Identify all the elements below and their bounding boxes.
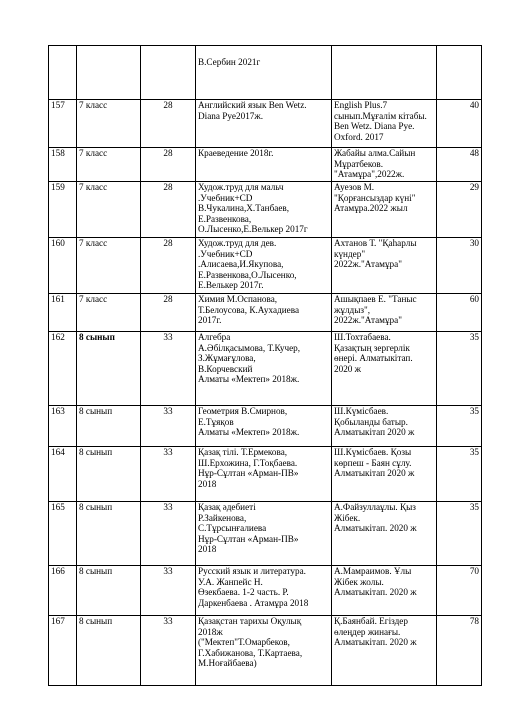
textbook-cell: Геометрия В.Смирнов, Е.Тұяқов Алматы «Мектеп» 2018ж. bbox=[196, 406, 332, 447]
table-row bbox=[49, 182, 482, 238]
table-row bbox=[49, 294, 482, 332]
row-number: 167 bbox=[49, 616, 77, 686]
grade-cell: 7 класс bbox=[77, 100, 141, 148]
grade-cell bbox=[77, 46, 141, 100]
table-row bbox=[49, 148, 482, 182]
reader-cell: Ашықпаев Е. "Таныс жұлдыз", 2022ж."Атамұра" bbox=[332, 294, 437, 332]
quantity-cell: 29 bbox=[437, 182, 482, 238]
quantity-cell: 35 bbox=[437, 332, 482, 406]
textbook-cell: Химия М.Оспанова, Т.Белоусова, К.Аухадиева 2017г. bbox=[196, 294, 332, 332]
reader-cell: English Plus.7 сынып.Мұғалім кітабы. Ben Wetz. Diana Pye. Oxford. 2017 bbox=[332, 100, 437, 148]
table-row bbox=[49, 406, 482, 447]
table-row bbox=[49, 502, 482, 566]
reader-cell: А.Файзуллаұлы. Қыз Жібек. Алматыкітап. 2020 ж bbox=[332, 502, 437, 566]
row-number: 164 bbox=[49, 447, 77, 502]
grade-cell: 8 сынып bbox=[77, 502, 141, 566]
textbook-cell: Алгебра А.Әбілқасымова, Т.Кучер, З.Жұмағұлова, В.Корчевский Алматы «Мектеп» 2018ж. bbox=[196, 332, 332, 406]
hours-cell: 33 bbox=[141, 406, 196, 447]
row-number: 158 bbox=[49, 148, 77, 182]
quantity-cell: 35 bbox=[437, 447, 482, 502]
hours-cell: 28 bbox=[141, 148, 196, 182]
row-number: 163 bbox=[49, 406, 77, 447]
reader-cell: Ш.Күмісбаев. Қозы көрпеш - Баян сұлу. Алматыкітап 2020 ж bbox=[332, 447, 437, 502]
quantity-cell: 40 bbox=[437, 100, 482, 148]
grade-cell: 7 класс bbox=[77, 238, 141, 294]
reader-cell: Ш.Күмісбаев. Қобыланды батыр. Алматыкітап 2020 ж bbox=[332, 406, 437, 447]
hours-cell bbox=[141, 46, 196, 100]
row-number: 166 bbox=[49, 566, 77, 616]
grade-cell: 8 сынып bbox=[77, 566, 141, 616]
quantity-cell: 30 bbox=[437, 238, 482, 294]
textbook-cell: Худож.труд для мальч .Учебник+CD В.Чукалина,Х.Танбаев, Е.Развенкова, О.Лысенко,Е.Велькер 2017г bbox=[196, 182, 332, 238]
textbook-cell: Худож.труд для дев. .Учебник+CD .Алисаева,И.Якупова, Е.Развенкова,О.Лысенко, Е.Велькер 2017г. bbox=[196, 238, 332, 294]
row-number: 159 bbox=[49, 182, 77, 238]
textbook-cell: Английский язык Ben Wetz. Diana Pye2017ж. bbox=[196, 100, 332, 148]
textbook-cell: Қазақ тілі. Т.Ермекова, Ш.Ерхожина, Г.Тоқбаева. Нұр-Сұлтан «Арман-ПВ» 2018 bbox=[196, 447, 332, 502]
row-number: 160 bbox=[49, 238, 77, 294]
hours-cell: 33 bbox=[141, 616, 196, 686]
reader-cell: А.Мамраимов. Ұлы Жібек жолы. Алматыкітап. 2020 ж bbox=[332, 566, 437, 616]
grade-cell: 7 класс bbox=[77, 148, 141, 182]
table-row bbox=[49, 447, 482, 502]
quantity-cell: 35 bbox=[437, 406, 482, 447]
reader-cell: Ахтанов Т. "Қаһарлы күндер" 2022ж."Атамұра" bbox=[332, 238, 437, 294]
table-row bbox=[49, 332, 482, 406]
textbook-cell: Русский язык и литература. У.А. Жанпейс Н. Өзекбаева. 1-2 часть. Р. Даркенбаева . Атамұра 2018 bbox=[196, 566, 332, 616]
grade-cell: 8 сынып bbox=[77, 447, 141, 502]
quantity-cell: 35 bbox=[437, 502, 482, 566]
reader-cell: Жабайы алма.Сайын Мұратбеков. "Атамұра",2022ж. bbox=[332, 148, 437, 182]
hours-cell: 33 bbox=[141, 502, 196, 566]
textbook-cell: Қазақ әдебиеті Р.Зайкенова, С.Тұрсынғалиева Нұр-Сұлтан «Арман-ПВ» 2018 bbox=[196, 502, 332, 566]
row-number: 165 bbox=[49, 502, 77, 566]
hours-cell: 28 bbox=[141, 182, 196, 238]
reader-cell: Қ.Баянбай. Егіздер өлеңдер жинағы. Алматыкітап. 2020 ж bbox=[332, 616, 437, 686]
table-row bbox=[49, 238, 482, 294]
textbook-cell: В.Сербин 2021г bbox=[196, 46, 332, 100]
hours-cell: 33 bbox=[141, 332, 196, 406]
table-row bbox=[49, 566, 482, 616]
grade-cell: 7 класс bbox=[77, 294, 141, 332]
textbook-table bbox=[48, 45, 482, 686]
table-body bbox=[49, 46, 482, 686]
quantity-cell: 78 bbox=[437, 616, 482, 686]
row-number: 157 bbox=[49, 100, 77, 148]
quantity-cell: 60 bbox=[437, 294, 482, 332]
row-number: 161 bbox=[49, 294, 77, 332]
textbook-cell: Краеведение 2018г. bbox=[196, 148, 332, 182]
textbook-cell: Қазақстан тарихы Оқулық 2018ж ("Мектеп"Т.Омарбеков, Г.Хабижанова, Т.Картаева, М.Ноғайбаева) bbox=[196, 616, 332, 686]
table-row bbox=[49, 616, 482, 686]
hours-cell: 28 bbox=[141, 238, 196, 294]
table-row bbox=[49, 46, 482, 100]
hours-cell: 33 bbox=[141, 447, 196, 502]
grade-cell: 8 сынып bbox=[77, 616, 141, 686]
grade-cell: 8 сынып bbox=[77, 332, 141, 406]
quantity-cell bbox=[437, 46, 482, 100]
hours-cell: 33 bbox=[141, 566, 196, 616]
reader-cell: Ауезов М. "Қорғансыздар күні" Атамұра.2022 жыл bbox=[332, 182, 437, 238]
quantity-cell: 70 bbox=[437, 566, 482, 616]
quantity-cell: 48 bbox=[437, 148, 482, 182]
reader-cell: Ш.Тохтабаева. Қазақтың зергерлік өнері. Алматыкітап. 2020 ж bbox=[332, 332, 437, 406]
grade-cell: 7 класс bbox=[77, 182, 141, 238]
row-number: 162 bbox=[49, 332, 77, 406]
grade-cell: 8 сынып bbox=[77, 406, 141, 447]
table-row bbox=[49, 100, 482, 148]
hours-cell: 28 bbox=[141, 100, 196, 148]
hours-cell: 28 bbox=[141, 294, 196, 332]
reader-cell bbox=[332, 46, 437, 100]
row-number bbox=[49, 46, 77, 100]
